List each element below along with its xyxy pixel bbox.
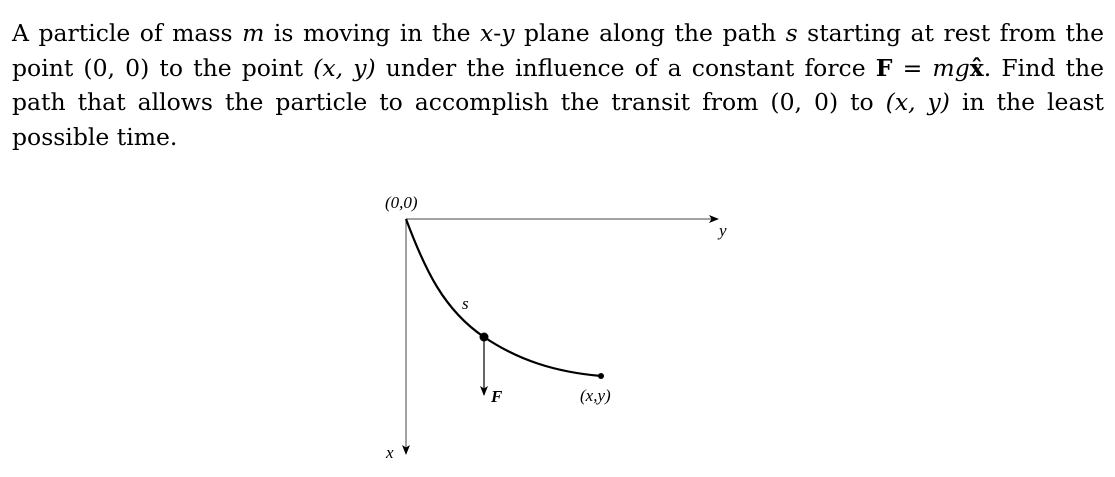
problem-text-segment: is moving in the — [264, 19, 480, 47]
y-axis-label: y — [719, 221, 727, 240]
problem-text-segment: (x, y) — [313, 53, 376, 82]
problem-text-segment: y — [501, 19, 515, 47]
endpoint-point — [598, 373, 604, 379]
endpoint-label: (x,y) — [580, 386, 611, 405]
problem-text-segment: F — [875, 53, 893, 82]
problem-text-segment: (0, 0) — [770, 88, 839, 116]
problem-text-segment: m — [242, 19, 265, 47]
problem-text-segment: starting at rest from the point — [12, 19, 1104, 82]
path-curve — [406, 219, 601, 376]
problem-text-segment: (x, y) — [885, 88, 950, 116]
force-label: F — [491, 387, 503, 406]
problem-text-segment: mg — [932, 53, 970, 82]
problem-text-segment: = — [892, 53, 933, 82]
problem-text-segment: under the influence of a constant force — [375, 53, 876, 82]
problem-text-segment: s — [785, 19, 798, 47]
problem-text-segment: in the least possible time. — [12, 88, 1104, 151]
problem-text-segment: x̂ — [969, 53, 984, 82]
problem-text-segment: to — [838, 88, 886, 116]
x-axis-label: x — [386, 443, 394, 462]
problem-text-segment: (0, 0) — [83, 53, 150, 82]
problem-text-segment: . Find the path that allows the particle to accomplish the transit from — [12, 53, 1104, 116]
problem-text-segment: to the point — [149, 53, 314, 82]
problem-text-segment: plane along the path — [514, 19, 786, 47]
problem-text-segment: A particle of mass — [12, 19, 243, 47]
origin-label: (0,0) — [385, 193, 418, 212]
path-label: s — [462, 294, 469, 313]
problem-text-segment: - — [493, 19, 502, 47]
problem-text-segment: x — [480, 19, 494, 47]
